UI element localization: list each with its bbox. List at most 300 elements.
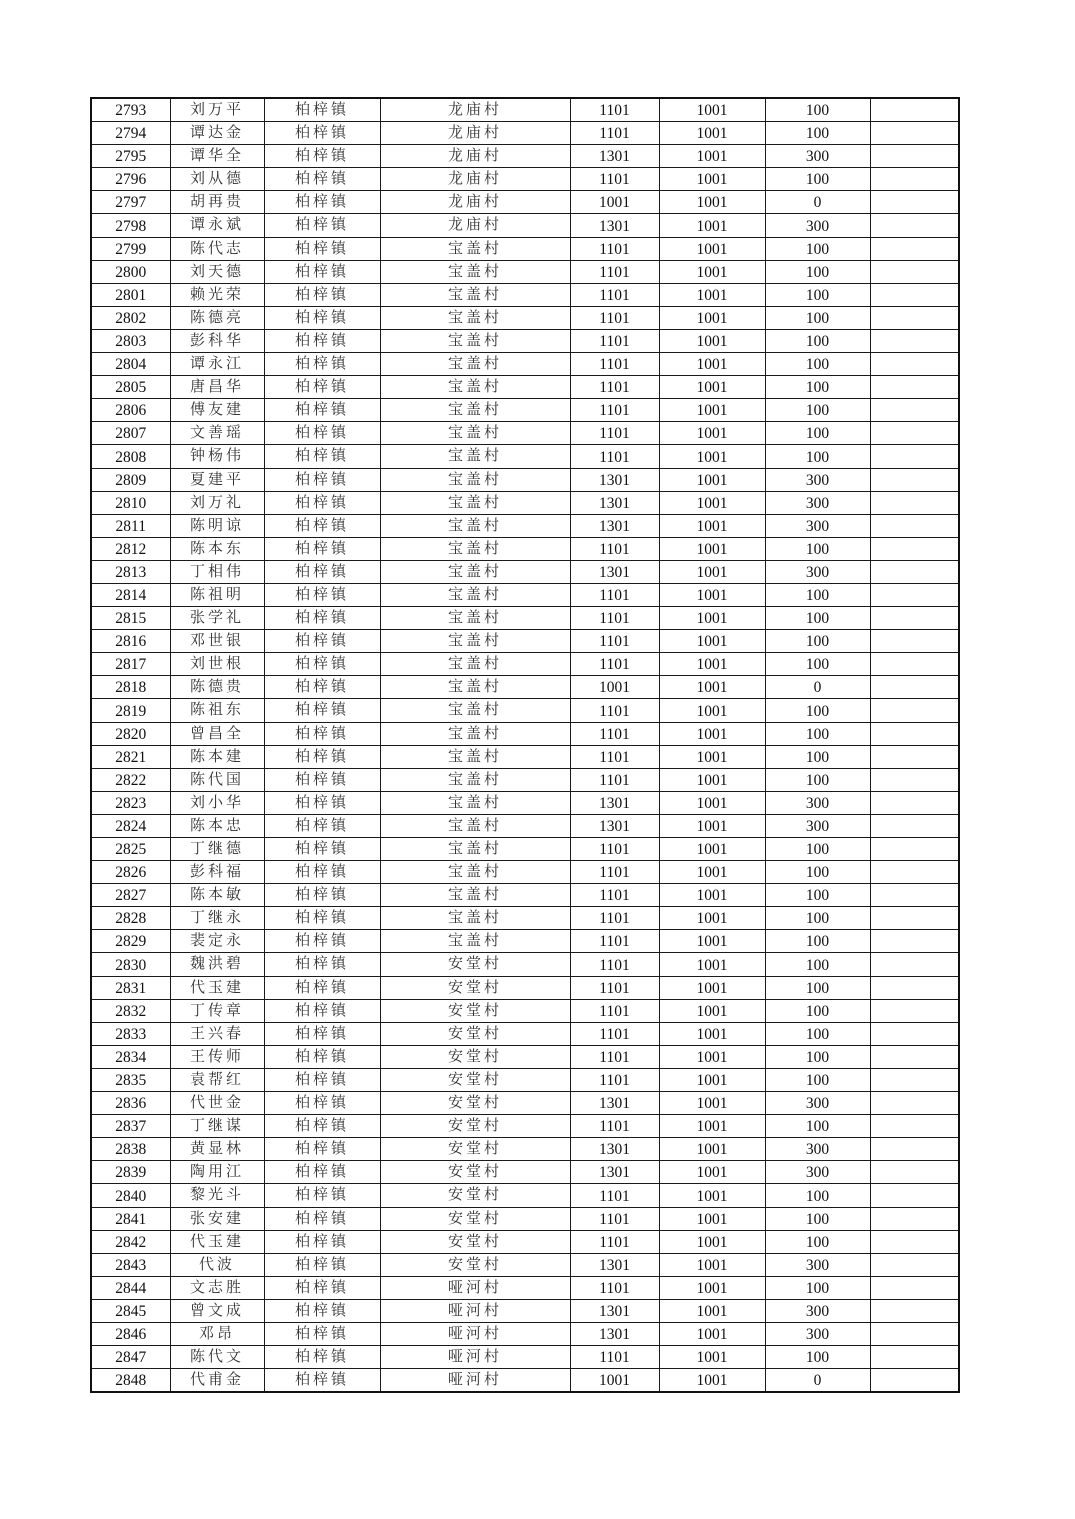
table-row [91,514,959,537]
table-row [91,791,959,814]
cell-village: 宝盖村 [380,814,570,837]
cell-amount: 300 [765,1253,870,1276]
cell-village: 龙庙村 [380,98,570,122]
cell-remark [870,1230,959,1253]
cell-amount: 100 [765,1115,870,1138]
cell-name: 陈祖东 [170,699,264,722]
cell-name: 代玉建 [170,1230,264,1253]
table-row [91,329,959,352]
cell-remark [870,122,959,145]
cell-code-b: 1001 [659,306,765,329]
cell-code-a: 1101 [570,98,659,122]
cell-village: 安堂村 [380,1138,570,1161]
cell-name: 张学礼 [170,607,264,630]
table-row [91,1230,959,1253]
cell-code-a: 1101 [570,1022,659,1045]
cell-code-a: 1301 [570,1092,659,1115]
cell-code-b: 1001 [659,1369,765,1393]
cell-code-a: 1101 [570,745,659,768]
cell-amount: 100 [765,445,870,468]
cell-code-b: 1001 [659,491,765,514]
cell-village: 宝盖村 [380,699,570,722]
cell-seq: 2808 [91,445,170,468]
cell-amount: 100 [765,283,870,306]
cell-code-b: 1001 [659,907,765,930]
cell-amount: 100 [765,745,870,768]
cell-town: 柏梓镇 [264,907,380,930]
cell-seq: 2839 [91,1161,170,1184]
cell-name: 王兴春 [170,1022,264,1045]
cell-village: 安堂村 [380,1161,570,1184]
cell-amount: 300 [765,791,870,814]
table-row [91,1276,959,1299]
cell-seq: 2826 [91,861,170,884]
cell-remark [870,237,959,260]
cell-village: 龙庙村 [380,122,570,145]
cell-town: 柏梓镇 [264,237,380,260]
cell-seq: 2810 [91,491,170,514]
cell-remark [870,353,959,376]
cell-seq: 2822 [91,768,170,791]
cell-remark [870,1322,959,1345]
table-row [91,1299,959,1322]
cell-amount: 100 [765,98,870,122]
cell-remark [870,976,959,999]
cell-code-b: 1001 [659,353,765,376]
cell-code-a: 1101 [570,838,659,861]
cell-code-a: 1301 [570,791,659,814]
cell-remark [870,260,959,283]
table-row [91,1115,959,1138]
cell-code-a: 1101 [570,653,659,676]
cell-town: 柏梓镇 [264,814,380,837]
table-row [91,814,959,837]
cell-town: 柏梓镇 [264,353,380,376]
cell-amount: 100 [765,1068,870,1091]
cell-seq: 2831 [91,976,170,999]
cell-remark [870,1138,959,1161]
cell-village: 龙庙村 [380,214,570,237]
cell-code-b: 1001 [659,191,765,214]
cell-amount: 100 [765,353,870,376]
cell-town: 柏梓镇 [264,329,380,352]
cell-code-b: 1001 [659,976,765,999]
cell-code-b: 1001 [659,237,765,260]
cell-town: 柏梓镇 [264,1161,380,1184]
cell-village: 宝盖村 [380,283,570,306]
cell-town: 柏梓镇 [264,399,380,422]
cell-village: 宝盖村 [380,491,570,514]
cell-remark [870,583,959,606]
cell-name: 胡再贵 [170,191,264,214]
cell-code-b: 1001 [659,329,765,352]
cell-remark [870,537,959,560]
cell-name: 魏洪碧 [170,953,264,976]
cell-town: 柏梓镇 [264,1253,380,1276]
cell-amount: 100 [765,583,870,606]
cell-seq: 2835 [91,1068,170,1091]
table-row [91,768,959,791]
cell-name: 陈代文 [170,1346,264,1369]
cell-village: 安堂村 [380,1115,570,1138]
cell-code-b: 1001 [659,999,765,1022]
cell-name: 陈代志 [170,237,264,260]
cell-amount: 0 [765,676,870,699]
cell-remark [870,814,959,837]
cell-village: 龙庙村 [380,168,570,191]
table-row [91,676,959,699]
table-row [91,1092,959,1115]
cell-name: 黄显林 [170,1138,264,1161]
cell-remark [870,191,959,214]
cell-code-b: 1001 [659,1276,765,1299]
table-row [91,976,959,999]
cell-code-b: 1001 [659,1138,765,1161]
table-row [91,699,959,722]
cell-seq: 2845 [91,1299,170,1322]
cell-seq: 2828 [91,907,170,930]
cell-code-a: 1101 [570,445,659,468]
cell-town: 柏梓镇 [264,676,380,699]
cell-town: 柏梓镇 [264,1068,380,1091]
table-row [91,653,959,676]
cell-village: 安堂村 [380,953,570,976]
cell-village: 宝盖村 [380,445,570,468]
cell-code-b: 1001 [659,930,765,953]
cell-town: 柏梓镇 [264,791,380,814]
cell-name: 袁帮红 [170,1068,264,1091]
cell-code-b: 1001 [659,676,765,699]
cell-remark [870,329,959,352]
cell-amount: 300 [765,814,870,837]
table-row [91,168,959,191]
cell-town: 柏梓镇 [264,98,380,122]
table-body [91,98,959,1392]
cell-name: 彭科福 [170,861,264,884]
cell-amount: 100 [765,329,870,352]
cell-code-b: 1001 [659,583,765,606]
cell-village: 宝盖村 [380,306,570,329]
cell-amount: 300 [765,468,870,491]
cell-village: 安堂村 [380,1230,570,1253]
cell-village: 哑河村 [380,1346,570,1369]
cell-code-b: 1001 [659,653,765,676]
cell-village: 宝盖村 [380,468,570,491]
cell-code-b: 1001 [659,722,765,745]
cell-remark [870,1022,959,1045]
cell-seq: 2834 [91,1045,170,1068]
table-row [91,214,959,237]
cell-village: 宝盖村 [380,237,570,260]
cell-name: 陈本忠 [170,814,264,837]
cell-remark [870,953,959,976]
table-row [91,1138,959,1161]
cell-code-a: 1001 [570,676,659,699]
table-row [91,422,959,445]
cell-code-a: 1301 [570,814,659,837]
cell-code-a: 1101 [570,168,659,191]
cell-code-b: 1001 [659,122,765,145]
cell-seq: 2847 [91,1346,170,1369]
cell-village: 宝盖村 [380,376,570,399]
cell-name: 邓世银 [170,630,264,653]
cell-remark [870,838,959,861]
cell-town: 柏梓镇 [264,1369,380,1393]
cell-amount: 100 [765,399,870,422]
cell-town: 柏梓镇 [264,1276,380,1299]
cell-name: 丁相伟 [170,560,264,583]
cell-village: 安堂村 [380,976,570,999]
cell-name: 丁传章 [170,999,264,1022]
cell-town: 柏梓镇 [264,838,380,861]
cell-amount: 100 [765,630,870,653]
cell-remark [870,1207,959,1230]
cell-remark [870,768,959,791]
cell-code-b: 1001 [659,1253,765,1276]
cell-code-a: 1101 [570,699,659,722]
table-row [91,306,959,329]
cell-amount: 100 [765,722,870,745]
cell-seq: 2846 [91,1322,170,1345]
cell-code-a: 1101 [570,260,659,283]
cell-code-a: 1101 [570,237,659,260]
cell-remark [870,1253,959,1276]
cell-remark [870,560,959,583]
cell-village: 宝盖村 [380,861,570,884]
cell-seq: 2829 [91,930,170,953]
cell-seq: 2814 [91,583,170,606]
cell-name: 陈本东 [170,537,264,560]
cell-village: 宝盖村 [380,768,570,791]
cell-town: 柏梓镇 [264,607,380,630]
table-row [91,630,959,653]
table-row [91,907,959,930]
cell-remark [870,1161,959,1184]
cell-name: 彭科华 [170,329,264,352]
cell-code-a: 1301 [570,1138,659,1161]
cell-remark [870,607,959,630]
cell-seq: 2805 [91,376,170,399]
cell-code-a: 1101 [570,376,659,399]
cell-village: 安堂村 [380,1045,570,1068]
cell-name: 张安建 [170,1207,264,1230]
cell-name: 黎光斗 [170,1184,264,1207]
cell-code-b: 1001 [659,1184,765,1207]
cell-amount: 100 [765,884,870,907]
cell-code-a: 1301 [570,1161,659,1184]
cell-amount: 100 [765,122,870,145]
cell-town: 柏梓镇 [264,699,380,722]
cell-code-a: 1101 [570,1068,659,1091]
table-row [91,260,959,283]
table-row [91,191,959,214]
cell-town: 柏梓镇 [264,630,380,653]
cell-village: 宝盖村 [380,353,570,376]
cell-town: 柏梓镇 [264,468,380,491]
cell-remark [870,1184,959,1207]
cell-code-a: 1001 [570,1369,659,1393]
cell-code-a: 1301 [570,214,659,237]
cell-code-b: 1001 [659,1022,765,1045]
table-row [91,1253,959,1276]
cell-seq: 2806 [91,399,170,422]
cell-name: 唐昌华 [170,376,264,399]
cell-seq: 2809 [91,468,170,491]
cell-remark [870,884,959,907]
cell-code-b: 1001 [659,422,765,445]
cell-code-b: 1001 [659,399,765,422]
cell-amount: 100 [765,653,870,676]
cell-village: 安堂村 [380,1092,570,1115]
cell-amount: 100 [765,1022,870,1045]
cell-seq: 2843 [91,1253,170,1276]
cell-code-a: 1301 [570,1299,659,1322]
cell-amount: 100 [765,930,870,953]
table-row [91,283,959,306]
cell-town: 柏梓镇 [264,1230,380,1253]
cell-amount: 100 [765,1230,870,1253]
cell-name: 陈代国 [170,768,264,791]
cell-village: 宝盖村 [380,653,570,676]
cell-code-a: 1101 [570,283,659,306]
table-row [91,1161,959,1184]
table-row [91,999,959,1022]
cell-code-a: 1101 [570,884,659,907]
cell-seq: 2836 [91,1092,170,1115]
cell-amount: 300 [765,1322,870,1345]
cell-town: 柏梓镇 [264,1184,380,1207]
cell-seq: 2794 [91,122,170,145]
cell-name: 陈本建 [170,745,264,768]
cell-code-a: 1101 [570,122,659,145]
cell-name: 傅友建 [170,399,264,422]
cell-code-a: 1101 [570,583,659,606]
cell-name: 代甫金 [170,1369,264,1393]
table-row [91,353,959,376]
cell-name: 陈明谅 [170,514,264,537]
cell-code-b: 1001 [659,214,765,237]
cell-seq: 2818 [91,676,170,699]
cell-town: 柏梓镇 [264,1207,380,1230]
cell-code-a: 1101 [570,907,659,930]
cell-amount: 300 [765,514,870,537]
cell-village: 宝盖村 [380,607,570,630]
cell-seq: 2823 [91,791,170,814]
cell-town: 柏梓镇 [264,861,380,884]
cell-remark [870,653,959,676]
cell-remark [870,630,959,653]
cell-town: 柏梓镇 [264,491,380,514]
cell-code-a: 1101 [570,306,659,329]
cell-name: 谭华全 [170,145,264,168]
cell-code-a: 1301 [570,491,659,514]
cell-amount: 100 [765,1276,870,1299]
table-row [91,607,959,630]
cell-town: 柏梓镇 [264,976,380,999]
cell-amount: 100 [765,376,870,399]
cell-amount: 100 [765,838,870,861]
cell-seq: 2817 [91,653,170,676]
cell-remark [870,1369,959,1393]
cell-name: 陶用江 [170,1161,264,1184]
cell-town: 柏梓镇 [264,191,380,214]
cell-remark [870,676,959,699]
cell-amount: 300 [765,1161,870,1184]
cell-code-a: 1101 [570,607,659,630]
cell-remark [870,1276,959,1299]
cell-town: 柏梓镇 [264,884,380,907]
cell-seq: 2842 [91,1230,170,1253]
cell-remark [870,145,959,168]
cell-name: 曾昌全 [170,722,264,745]
cell-village: 宝盖村 [380,791,570,814]
cell-name: 刘从德 [170,168,264,191]
cell-seq: 2830 [91,953,170,976]
table-row [91,237,959,260]
cell-code-b: 1001 [659,537,765,560]
table-row [91,98,959,122]
cell-village: 宝盖村 [380,329,570,352]
cell-remark [870,445,959,468]
cell-town: 柏梓镇 [264,145,380,168]
cell-code-b: 1001 [659,1045,765,1068]
cell-code-b: 1001 [659,376,765,399]
cell-remark [870,1045,959,1068]
cell-remark [870,468,959,491]
cell-town: 柏梓镇 [264,722,380,745]
cell-town: 柏梓镇 [264,306,380,329]
cell-code-b: 1001 [659,468,765,491]
cell-code-a: 1101 [570,1346,659,1369]
cell-seq: 2802 [91,306,170,329]
cell-code-a: 1101 [570,537,659,560]
cell-code-b: 1001 [659,884,765,907]
table-row [91,1068,959,1091]
cell-town: 柏梓镇 [264,1299,380,1322]
cell-seq: 2813 [91,560,170,583]
cell-code-b: 1001 [659,1092,765,1115]
cell-remark [870,168,959,191]
cell-name: 丁继谋 [170,1115,264,1138]
cell-seq: 2800 [91,260,170,283]
cell-amount: 300 [765,560,870,583]
cell-code-b: 1001 [659,168,765,191]
cell-town: 柏梓镇 [264,768,380,791]
cell-code-b: 1001 [659,1230,765,1253]
cell-remark [870,722,959,745]
cell-code-b: 1001 [659,98,765,122]
cell-remark [870,1092,959,1115]
cell-code-b: 1001 [659,283,765,306]
cell-town: 柏梓镇 [264,376,380,399]
cell-amount: 100 [765,953,870,976]
cell-name: 刘天德 [170,260,264,283]
cell-code-b: 1001 [659,838,765,861]
cell-village: 宝盖村 [380,630,570,653]
cell-code-a: 1101 [570,768,659,791]
cell-name: 钟杨伟 [170,445,264,468]
table-row [91,468,959,491]
cell-code-a: 1101 [570,930,659,953]
cell-code-b: 1001 [659,514,765,537]
cell-code-a: 1301 [570,560,659,583]
cell-code-b: 1001 [659,260,765,283]
cell-seq: 2824 [91,814,170,837]
cell-town: 柏梓镇 [264,999,380,1022]
cell-amount: 0 [765,191,870,214]
cell-remark [870,422,959,445]
table-row [91,399,959,422]
